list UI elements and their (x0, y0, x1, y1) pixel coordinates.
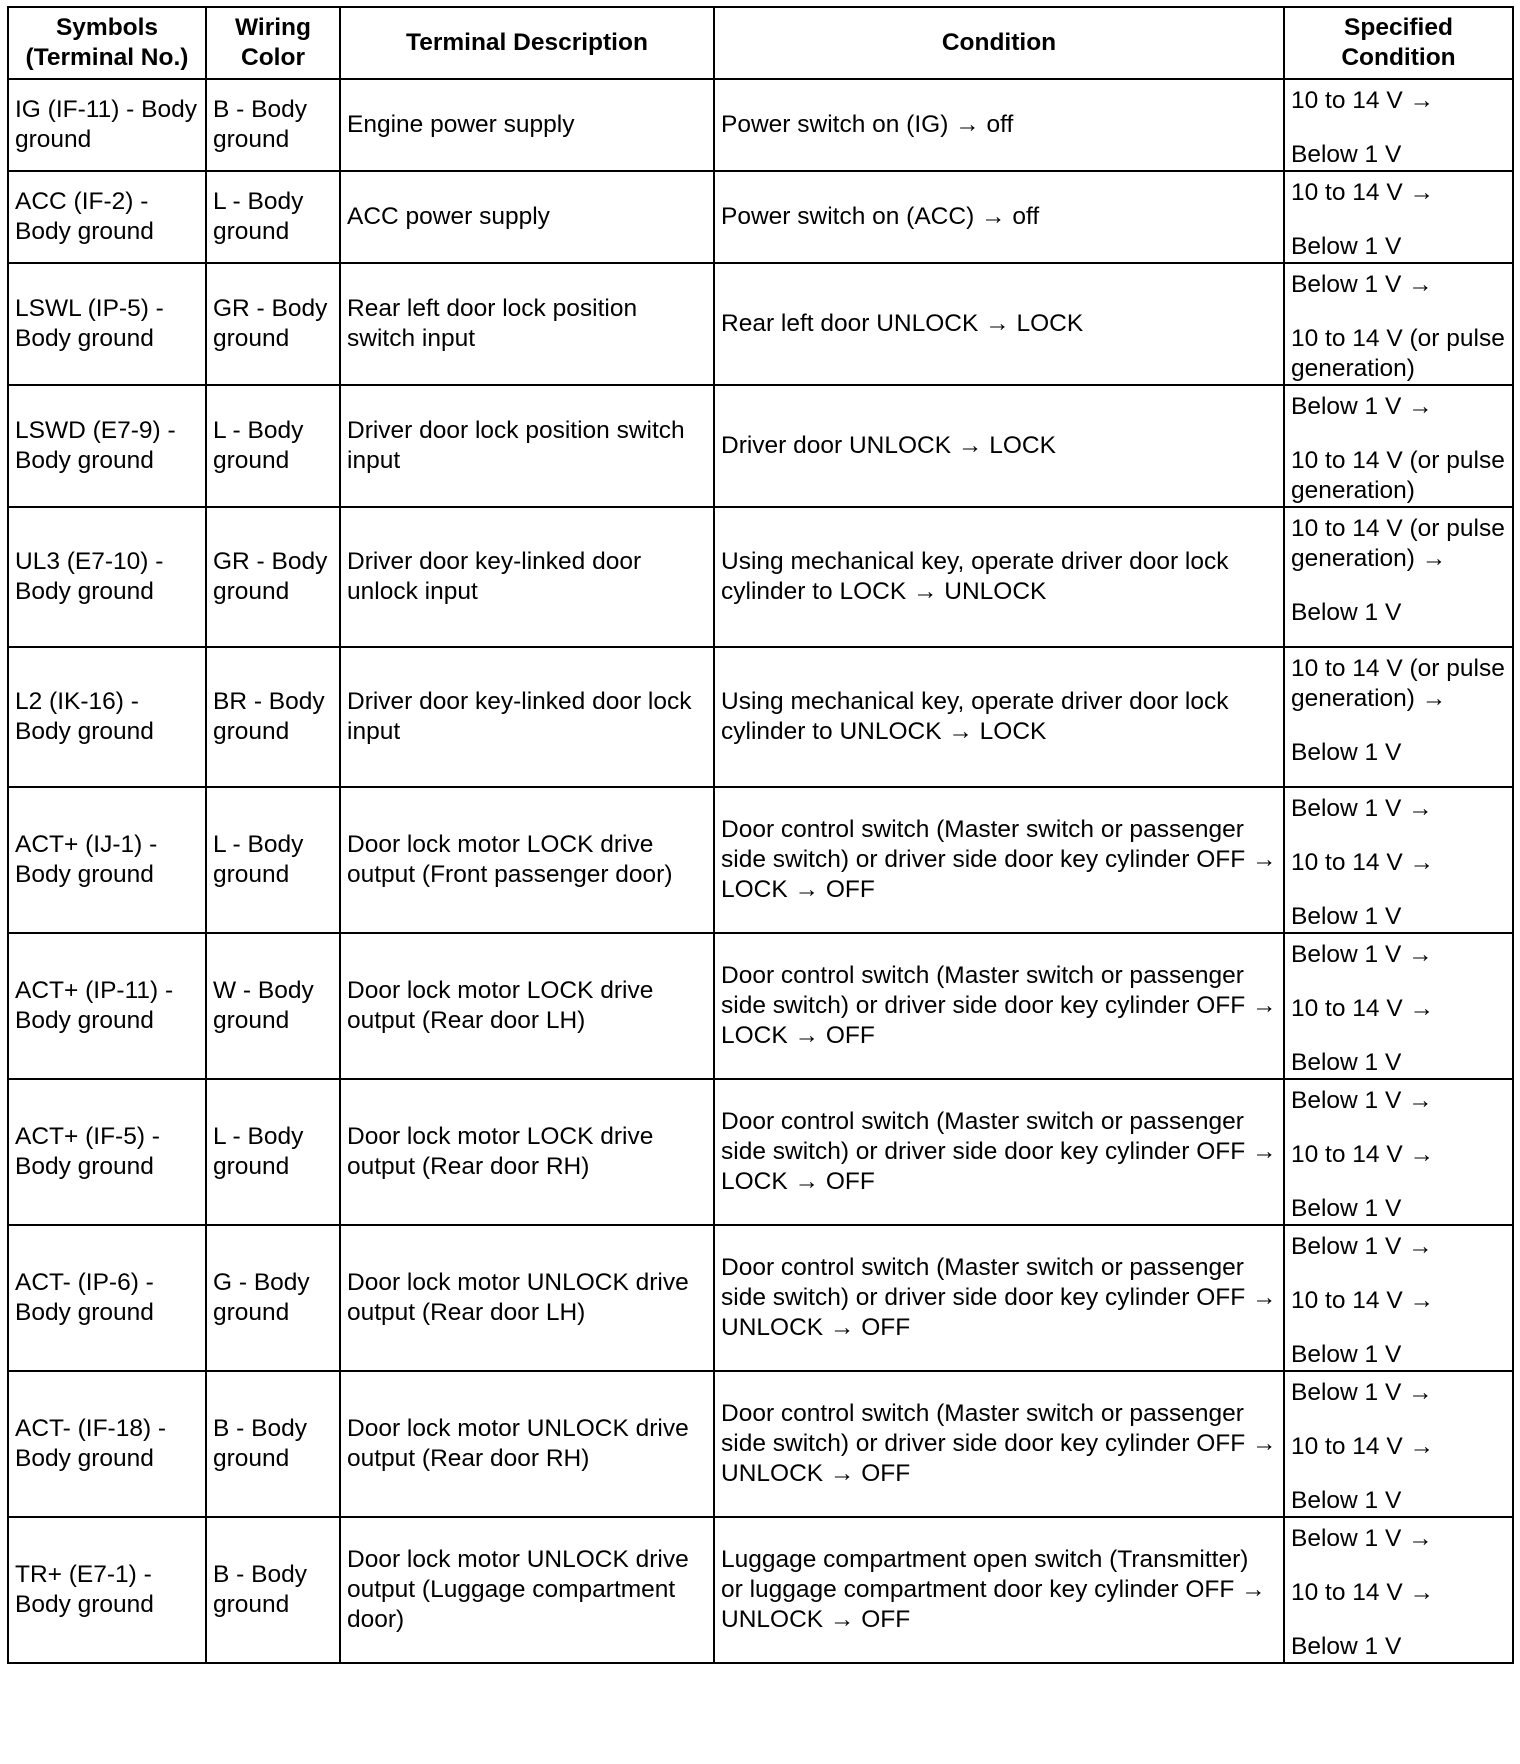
table-row (8, 787, 1513, 933)
cell-terminal-description: Engine power supply (340, 79, 714, 171)
spec-gap (1291, 1116, 1506, 1140)
spec-line: Below 1 V → (1291, 1087, 1433, 1114)
cell-symbols: ACT- (IF-18) - Body ground (8, 1371, 206, 1517)
cell-terminal-description: Door lock motor UNLOCK drive output (Rear door RH) (340, 1371, 714, 1517)
terminal-table-wrapper (7, 6, 1512, 1664)
spec-line: Below 1 V (1291, 599, 1402, 626)
spec-line: Below 1 V → (1291, 941, 1433, 968)
header-symbols: Symbols (Terminal No.) (8, 7, 206, 79)
table-row (8, 1079, 1513, 1225)
cell-condition: Door control switch (Master switch or passenger side switch) or driver side door key cylinder OFF → LOCK → OFF (714, 1079, 1284, 1225)
cell-symbols: L2 (IK-16) - Body ground (8, 647, 206, 787)
header-wiring-color: Wiring Color (206, 7, 340, 79)
cell-symbols: LSWD (E7-9) - Body ground (8, 385, 206, 507)
header-row (8, 7, 1513, 79)
cell-terminal-description: Driver door lock position switch input (340, 385, 714, 507)
spec-line: 10 to 14 V (or pulse generation) (1291, 447, 1505, 504)
table-row (8, 385, 1513, 507)
cell-symbols: ACT+ (IP-11) - Body ground (8, 933, 206, 1079)
cell-condition: Luggage compartment open switch (Transmitter) or luggage compartment door key cylinder OFF → UNLOCK → OFF (714, 1517, 1284, 1663)
table-row (8, 507, 1513, 647)
cell-specified-condition (1284, 385, 1513, 507)
spec-line: 10 to 14 V → (1291, 1287, 1435, 1314)
table-row (8, 171, 1513, 263)
table-row (8, 1371, 1513, 1517)
cell-symbols: ACT+ (IF-5) - Body ground (8, 1079, 206, 1225)
table-row (8, 933, 1513, 1079)
cell-symbols: UL3 (E7-10) - Body ground (8, 507, 206, 647)
cell-condition: Door control switch (Master switch or passenger side switch) or driver side door key cylinder OFF → LOCK → OFF (714, 933, 1284, 1079)
cell-wiring-color: B - Body ground (206, 1517, 340, 1663)
cell-symbols: LSWL (IP-5) - Body ground (8, 263, 206, 385)
spec-gap (1291, 1408, 1506, 1432)
spec-gap (1291, 878, 1506, 902)
cell-wiring-color: B - Body ground (206, 1371, 340, 1517)
spec-gap (1291, 714, 1506, 738)
cell-wiring-color: L - Body ground (206, 385, 340, 507)
terminal-table (7, 6, 1514, 1664)
cell-terminal-description: ACC power supply (340, 171, 714, 263)
spec-line: Below 1 V (1291, 903, 1402, 930)
table-row (8, 647, 1513, 787)
cell-condition: Power switch on (ACC) → off (714, 171, 1284, 263)
spec-gap (1291, 574, 1506, 598)
spec-gap (1291, 1170, 1506, 1194)
cell-condition: Driver door UNLOCK → LOCK (714, 385, 1284, 507)
spec-line: Below 1 V (1291, 739, 1402, 766)
spec-line: Below 1 V (1291, 1633, 1402, 1660)
cell-symbols: IG (IF-11) - Body ground (8, 79, 206, 171)
cell-specified-condition (1284, 787, 1513, 933)
cell-specified-condition (1284, 933, 1513, 1079)
cell-terminal-description: Door lock motor LOCK drive output (Front passenger door) (340, 787, 714, 933)
spec-gap (1291, 970, 1506, 994)
spec-gap (1291, 824, 1506, 848)
spec-gap (1291, 300, 1506, 324)
spec-line: 10 to 14 V → (1291, 995, 1435, 1022)
cell-terminal-description: Driver door key-linked door lock input (340, 647, 714, 787)
spec-line: Below 1 V → (1291, 795, 1433, 822)
table-row (8, 263, 1513, 385)
cell-terminal-description: Door lock motor UNLOCK drive output (Rear door LH) (340, 1225, 714, 1371)
cell-symbols: ACT+ (IJ-1) - Body ground (8, 787, 206, 933)
cell-terminal-description: Driver door key-linked door unlock input (340, 507, 714, 647)
cell-symbols: TR+ (E7-1) - Body ground (8, 1517, 206, 1663)
spec-gap (1291, 1024, 1506, 1048)
spec-gap (1291, 208, 1506, 232)
spec-line: 10 to 14 V → (1291, 179, 1435, 206)
cell-symbols: ACT- (IP-6) - Body ground (8, 1225, 206, 1371)
spec-line: Below 1 V (1291, 1487, 1402, 1514)
spec-line: 10 to 14 V → (1291, 1579, 1435, 1606)
cell-specified-condition (1284, 507, 1513, 647)
cell-wiring-color: GR - Body ground (206, 263, 340, 385)
spec-gap (1291, 1462, 1506, 1486)
spec-line: 10 to 14 V → (1291, 87, 1435, 114)
spec-line: Below 1 V (1291, 233, 1402, 260)
spec-line: Below 1 V (1291, 1341, 1402, 1368)
cell-terminal-description: Door lock motor UNLOCK drive output (Luggage compartment door) (340, 1517, 714, 1663)
spec-line: 10 to 14 V → (1291, 849, 1435, 876)
header-condition: Condition (714, 7, 1284, 79)
cell-wiring-color: BR - Body ground (206, 647, 340, 787)
cell-condition: Power switch on (IG) → off (714, 79, 1284, 171)
cell-specified-condition (1284, 1079, 1513, 1225)
cell-specified-condition (1284, 263, 1513, 385)
cell-condition: Rear left door UNLOCK → LOCK (714, 263, 1284, 385)
spec-line: 10 to 14 V → (1291, 1433, 1435, 1460)
spec-gap (1291, 1554, 1506, 1578)
cell-specified-condition (1284, 171, 1513, 263)
cell-wiring-color: L - Body ground (206, 787, 340, 933)
spec-line: Below 1 V → (1291, 271, 1433, 298)
spec-line: 10 to 14 V (or pulse generation) (1291, 325, 1505, 382)
spec-line: Below 1 V → (1291, 393, 1433, 420)
cell-wiring-color: L - Body ground (206, 1079, 340, 1225)
cell-condition: Door control switch (Master switch or passenger side switch) or driver side door key cylinder OFF → UNLOCK → OFF (714, 1371, 1284, 1517)
table-row (8, 1517, 1513, 1663)
header-specified-condition: Specified Condition (1284, 7, 1513, 79)
table-row (8, 79, 1513, 171)
spec-line: Below 1 V (1291, 1049, 1402, 1076)
spec-line: 10 to 14 V (or pulse generation) → (1291, 515, 1505, 572)
cell-wiring-color: B - Body ground (206, 79, 340, 171)
cell-symbols: ACC (IF-2) - Body ground (8, 171, 206, 263)
cell-condition: Using mechanical key, operate driver door lock cylinder to UNLOCK → LOCK (714, 647, 1284, 787)
spec-gap (1291, 1316, 1506, 1340)
cell-terminal-description: Door lock motor LOCK drive output (Rear door LH) (340, 933, 714, 1079)
cell-condition: Door control switch (Master switch or passenger side switch) or driver side door key cylinder OFF → LOCK → OFF (714, 787, 1284, 933)
cell-specified-condition (1284, 1371, 1513, 1517)
spec-line: Below 1 V → (1291, 1379, 1433, 1406)
spec-line: 10 to 14 V (or pulse generation) → (1291, 655, 1505, 712)
cell-specified-condition (1284, 1517, 1513, 1663)
cell-specified-condition (1284, 79, 1513, 171)
cell-specified-condition (1284, 647, 1513, 787)
cell-condition: Door control switch (Master switch or passenger side switch) or driver side door key cylinder OFF → UNLOCK → OFF (714, 1225, 1284, 1371)
spec-line: 10 to 14 V → (1291, 1141, 1435, 1168)
table-body (8, 79, 1513, 1663)
cell-wiring-color: G - Body ground (206, 1225, 340, 1371)
table-row (8, 1225, 1513, 1371)
cell-specified-condition (1284, 1225, 1513, 1371)
cell-terminal-description: Door lock motor LOCK drive output (Rear door RH) (340, 1079, 714, 1225)
cell-condition: Using mechanical key, operate driver door lock cylinder to LOCK → UNLOCK (714, 507, 1284, 647)
spec-line: Below 1 V → (1291, 1525, 1433, 1552)
spec-gap (1291, 116, 1506, 140)
spec-line: Below 1 V → (1291, 1233, 1433, 1260)
spec-line: Below 1 V (1291, 141, 1402, 168)
spec-gap (1291, 1262, 1506, 1286)
spec-gap (1291, 422, 1506, 446)
cell-terminal-description: Rear left door lock position switch input (340, 263, 714, 385)
spec-gap (1291, 1608, 1506, 1632)
cell-wiring-color: L - Body ground (206, 171, 340, 263)
cell-wiring-color: W - Body ground (206, 933, 340, 1079)
spec-line: Below 1 V (1291, 1195, 1402, 1222)
header-terminal-description: Terminal Description (340, 7, 714, 79)
cell-wiring-color: GR - Body ground (206, 507, 340, 647)
